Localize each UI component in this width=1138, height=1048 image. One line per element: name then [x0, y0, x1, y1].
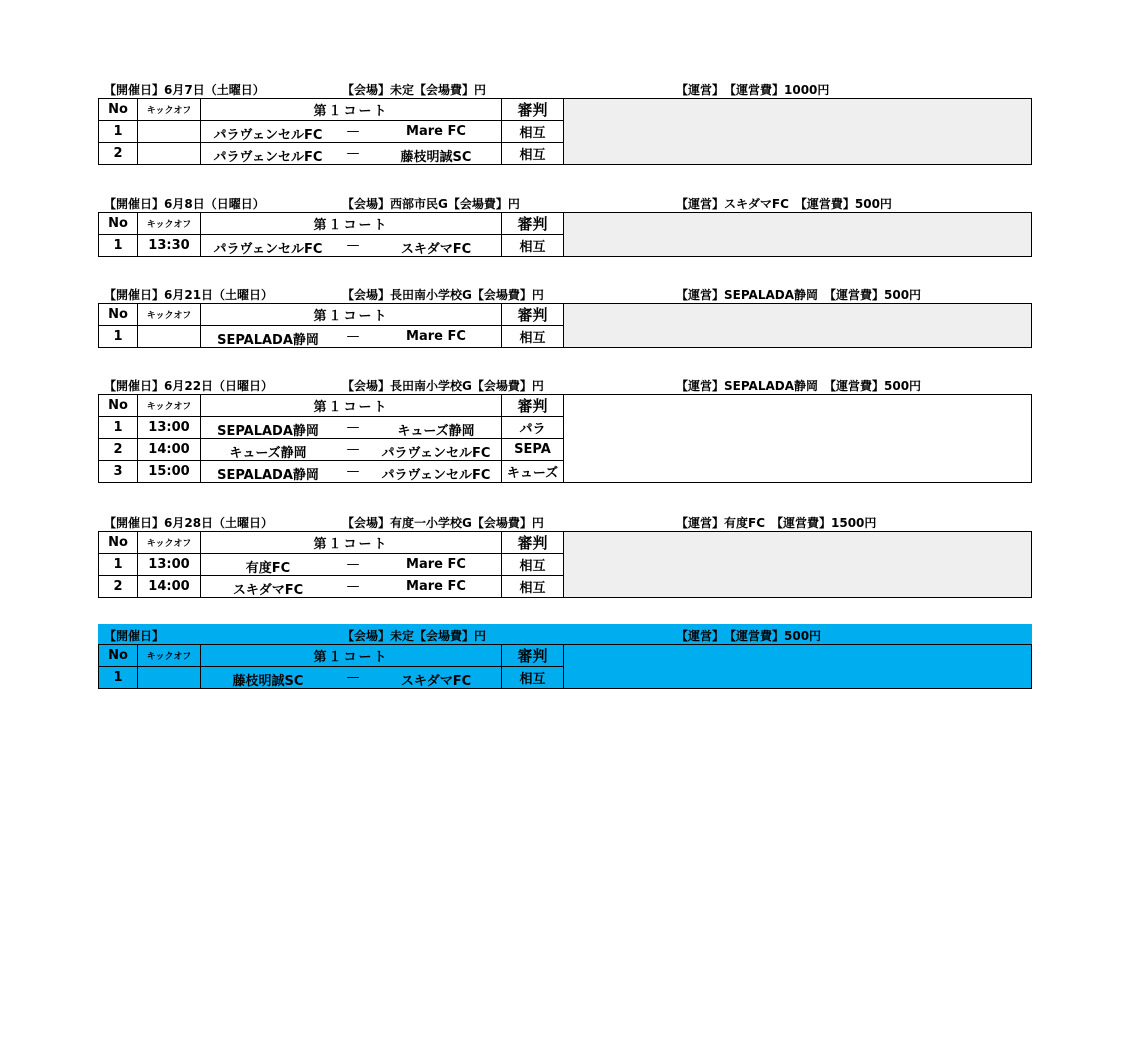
col-referee-header: 審判	[502, 99, 564, 121]
block-header	[98, 374, 1032, 394]
match-no: 1	[99, 554, 138, 576]
match-no: 3	[99, 461, 138, 483]
away-team: パラヴェンセルFC	[381, 446, 491, 461]
schedule-block-4	[98, 511, 1032, 598]
notes-area	[564, 213, 1032, 257]
match-cell	[201, 326, 502, 348]
col-no-header: No	[99, 532, 138, 554]
kickoff-time	[138, 326, 201, 348]
match-cell	[201, 417, 502, 439]
schedule-block-3	[98, 374, 1032, 483]
schedule-table	[98, 212, 1032, 257]
kickoff-time	[138, 121, 201, 143]
home-team: 藤枝明誠SC	[232, 674, 304, 689]
match-no: 2	[99, 439, 138, 461]
col-kickoff-header: キックオフ	[138, 395, 201, 417]
operation-info: 【運営】SEPALADA静岡 【運営費】500円	[676, 288, 922, 302]
operation-info: 【運営】 【運営費】500円	[676, 629, 822, 643]
col-court-header: 第１コート	[201, 304, 502, 326]
operation-info: 【運営】有度FC 【運営費】1500円	[676, 516, 877, 530]
col-court-header: 第１コート	[201, 395, 502, 417]
kickoff-time	[138, 667, 201, 689]
schedule-table	[98, 644, 1032, 689]
col-kickoff-header: キックオフ	[138, 645, 201, 667]
home-team: キューズ静岡	[229, 446, 307, 461]
match-no: 1	[99, 121, 138, 143]
col-referee-header: 審判	[502, 532, 564, 554]
home-team: SEPALADA静岡	[217, 468, 319, 483]
schedule-block-0	[98, 78, 1032, 165]
match-cell	[201, 554, 502, 576]
match-cell	[201, 461, 502, 483]
col-no-header: No	[99, 395, 138, 417]
notes-area	[564, 304, 1032, 348]
versus-dash: —	[346, 420, 360, 435]
referee: パラ	[502, 417, 564, 439]
schedule-table	[98, 531, 1032, 598]
table-header-row	[99, 99, 1032, 121]
away-team: パラヴェンセルFC	[381, 468, 491, 483]
col-kickoff-header: キックオフ	[138, 304, 201, 326]
event-date: 【開催日】6月22日（日曜日）	[104, 379, 274, 393]
kickoff-time: 13:00	[138, 554, 201, 576]
table-header-row	[99, 213, 1032, 235]
table-header-row	[99, 645, 1032, 667]
venue-info: 【会場】西部市民G【会場費】円	[342, 197, 520, 211]
home-team: SEPALADA静岡	[217, 333, 319, 348]
venue-info: 【会場】長田南小学校G【会場費】円	[342, 379, 544, 393]
away-team: Mare FC	[406, 124, 466, 139]
col-referee-header: 審判	[502, 304, 564, 326]
col-court-header: 第１コート	[201, 99, 502, 121]
notes-area	[564, 395, 1032, 483]
operation-info: 【運営】SEPALADA静岡 【運営費】500円	[676, 379, 922, 393]
versus-dash: —	[346, 238, 360, 253]
referee: 相互	[502, 576, 564, 598]
block-header	[98, 511, 1032, 531]
referee: 相互	[502, 554, 564, 576]
col-kickoff-header: キックオフ	[138, 99, 201, 121]
home-team: パラヴェンセルFC	[213, 150, 323, 165]
kickoff-time: 13:30	[138, 235, 201, 257]
match-no: 2	[99, 143, 138, 165]
match-cell	[201, 667, 502, 689]
kickoff-time: 14:00	[138, 439, 201, 461]
referee: SEPA	[502, 439, 564, 461]
match-cell	[201, 576, 502, 598]
notes-area	[564, 99, 1032, 165]
venue-info: 【会場】未定【会場費】円	[342, 629, 487, 643]
match-cell	[201, 143, 502, 165]
event-date: 【開催日】6月7日（土曜日）	[104, 83, 265, 97]
versus-dash: —	[346, 579, 360, 594]
col-court-header: 第１コート	[201, 532, 502, 554]
away-team: キューズ静岡	[397, 424, 475, 439]
home-team: SEPALADA静岡	[217, 424, 319, 439]
away-team: 藤枝明誠SC	[400, 150, 472, 165]
col-kickoff-header: キックオフ	[138, 532, 201, 554]
col-no-header: No	[99, 213, 138, 235]
match-no: 2	[99, 576, 138, 598]
table-header-row	[99, 532, 1032, 554]
event-date: 【開催日】	[104, 629, 165, 643]
match-no: 1	[99, 667, 138, 689]
schedule-block-2	[98, 283, 1032, 348]
operation-info: 【運営】スキダマFC 【運営費】500円	[676, 197, 892, 211]
home-team: パラヴェンセルFC	[213, 128, 323, 143]
versus-dash: —	[346, 146, 360, 161]
col-kickoff-header: キックオフ	[138, 213, 201, 235]
operation-info: 【運営】 【運営費】1000円	[676, 83, 830, 97]
versus-dash: —	[346, 670, 360, 685]
schedule-block-1	[98, 192, 1032, 257]
col-court-header: 第１コート	[201, 645, 502, 667]
match-no: 1	[99, 417, 138, 439]
col-no-header: No	[99, 99, 138, 121]
match-no: 1	[99, 235, 138, 257]
notes-area	[564, 532, 1032, 598]
referee: キューズ	[502, 461, 564, 483]
match-cell	[201, 235, 502, 257]
schedule-table	[98, 303, 1032, 348]
kickoff-time: 13:00	[138, 417, 201, 439]
referee: 相互	[502, 235, 564, 257]
referee: 相互	[502, 143, 564, 165]
col-referee-header: 審判	[502, 395, 564, 417]
block-header	[98, 283, 1032, 303]
kickoff-time	[138, 143, 201, 165]
versus-dash: —	[346, 329, 360, 344]
referee: 相互	[502, 667, 564, 689]
match-no: 1	[99, 326, 138, 348]
away-team: スキダマFC	[400, 674, 472, 689]
col-referee-header: 審判	[502, 213, 564, 235]
schedule-table	[98, 394, 1032, 483]
away-team: Mare FC	[406, 557, 466, 572]
versus-dash: —	[346, 442, 360, 457]
versus-dash: —	[346, 557, 360, 572]
kickoff-time: 14:00	[138, 576, 201, 598]
away-team: Mare FC	[406, 329, 466, 344]
venue-info: 【会場】有度一小学校G【会場費】円	[342, 516, 544, 530]
schedule-table	[98, 98, 1032, 165]
away-team: スキダマFC	[400, 242, 472, 257]
home-team: パラヴェンセルFC	[213, 242, 323, 257]
kickoff-time: 15:00	[138, 461, 201, 483]
referee: 相互	[502, 121, 564, 143]
home-team: スキダマFC	[232, 583, 304, 598]
schedule-block-5	[98, 624, 1032, 689]
table-header-row	[99, 395, 1032, 417]
home-team: 有度FC	[245, 561, 291, 576]
versus-dash: —	[346, 124, 360, 139]
block-header	[98, 78, 1032, 98]
versus-dash: —	[346, 464, 360, 479]
col-no-header: No	[99, 304, 138, 326]
match-cell	[201, 121, 502, 143]
referee: 相互	[502, 326, 564, 348]
col-referee-header: 審判	[502, 645, 564, 667]
table-header-row	[99, 304, 1032, 326]
block-header	[98, 624, 1032, 644]
event-date: 【開催日】6月21日（土曜日）	[104, 288, 274, 302]
event-date: 【開催日】6月8日（日曜日）	[104, 197, 265, 211]
away-team: Mare FC	[406, 579, 466, 594]
block-header	[98, 192, 1032, 212]
notes-area	[564, 645, 1032, 689]
match-cell	[201, 439, 502, 461]
col-no-header: No	[99, 645, 138, 667]
venue-info: 【会場】未定【会場費】円	[342, 83, 487, 97]
event-date: 【開催日】6月28日（土曜日）	[104, 516, 274, 530]
venue-info: 【会場】長田南小学校G【会場費】円	[342, 288, 544, 302]
col-court-header: 第１コート	[201, 213, 502, 235]
